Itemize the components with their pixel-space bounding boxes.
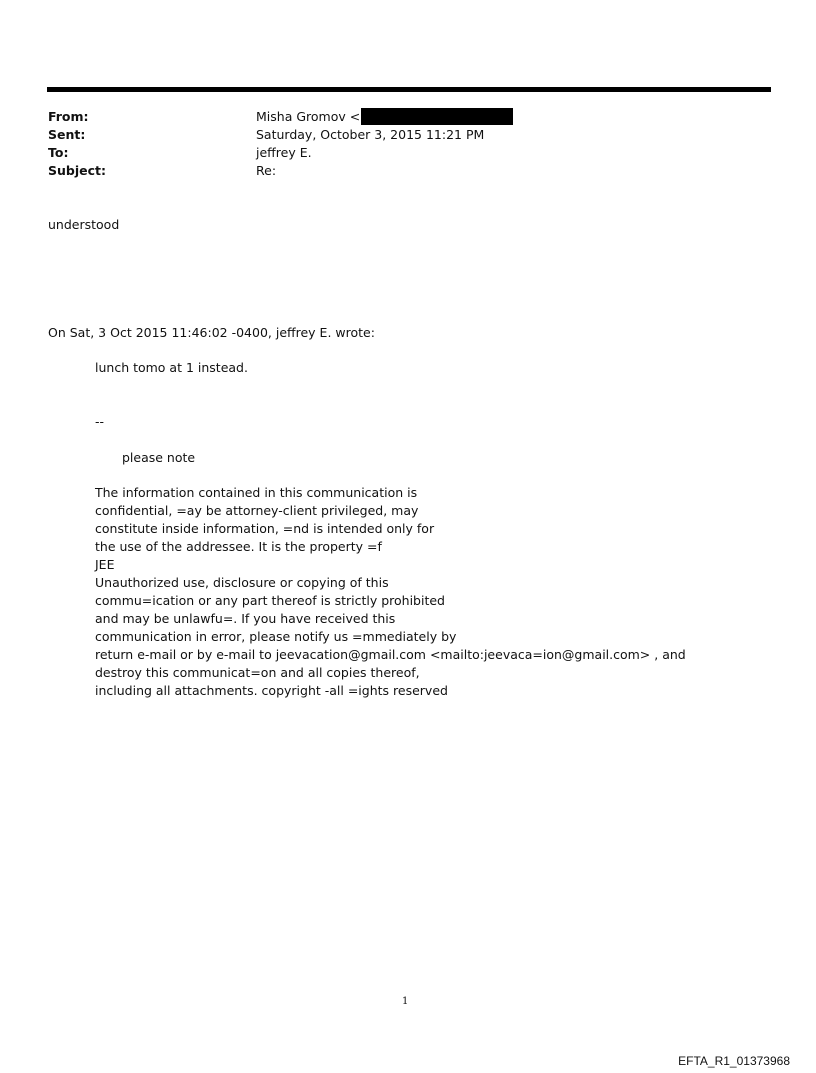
disclaimer-line: destroy this communicat=on and all copies thereof,: [95, 665, 420, 680]
subject-label: Subject:: [48, 163, 106, 178]
to-label: To:: [48, 145, 69, 160]
disclaimer-line: The information contained in this communication is: [95, 485, 418, 500]
sender-name: Misha Gromov <: [256, 109, 361, 124]
disclaimer-line: commu=ication or any part thereof is strictly prohibited: [95, 593, 445, 608]
disclaimer-line: Unauthorized use, disclosure or copying of this: [95, 575, 389, 590]
sent-value: Saturday, October 3, 2015 11:21 PM: [256, 127, 485, 142]
subject-value: Re:: [256, 163, 277, 178]
to-value: jeffrey E.: [256, 145, 312, 160]
please-note: please note: [122, 450, 196, 465]
document-id: EFTA_R1_01373968: [678, 1054, 790, 1068]
from-value: [256, 108, 513, 126]
quote-header: On Sat, 3 Oct 2015 11:46:02 -0400, jeffrey E. wrote:: [48, 325, 375, 340]
confidentiality-disclaimer: [95, 484, 686, 700]
sent-label: Sent:: [48, 127, 86, 142]
disclaimer-line: JEE: [95, 557, 115, 572]
from-label: From:: [48, 109, 89, 124]
disclaimer-line: and may be unlawfu=. If you have received this: [95, 611, 396, 626]
signature-separator: --: [95, 414, 105, 429]
disclaimer-line: the use of the addressee. It is the property =f: [95, 539, 382, 554]
disclaimer-line: return e-mail or by e-mail to jeevacation@gmail.com <mailto:jeevaca=ion@gmail.com> , and: [95, 647, 686, 662]
disclaimer-line: confidential, =ay be attorney-client privileged, may: [95, 503, 419, 518]
redaction-block: [361, 108, 513, 125]
disclaimer-line: constitute inside information, =nd is intended only for: [95, 521, 435, 536]
disclaimer-line: including all attachments. copyright -all =ights reserved: [95, 683, 448, 698]
header-divider: [47, 87, 771, 92]
disclaimer-line: communication in error, please notify us =mmediately by: [95, 629, 457, 644]
reply-text: understood: [48, 217, 120, 232]
quoted-message: lunch tomo at 1 instead.: [95, 360, 248, 375]
page-number: 1: [402, 996, 409, 1007]
